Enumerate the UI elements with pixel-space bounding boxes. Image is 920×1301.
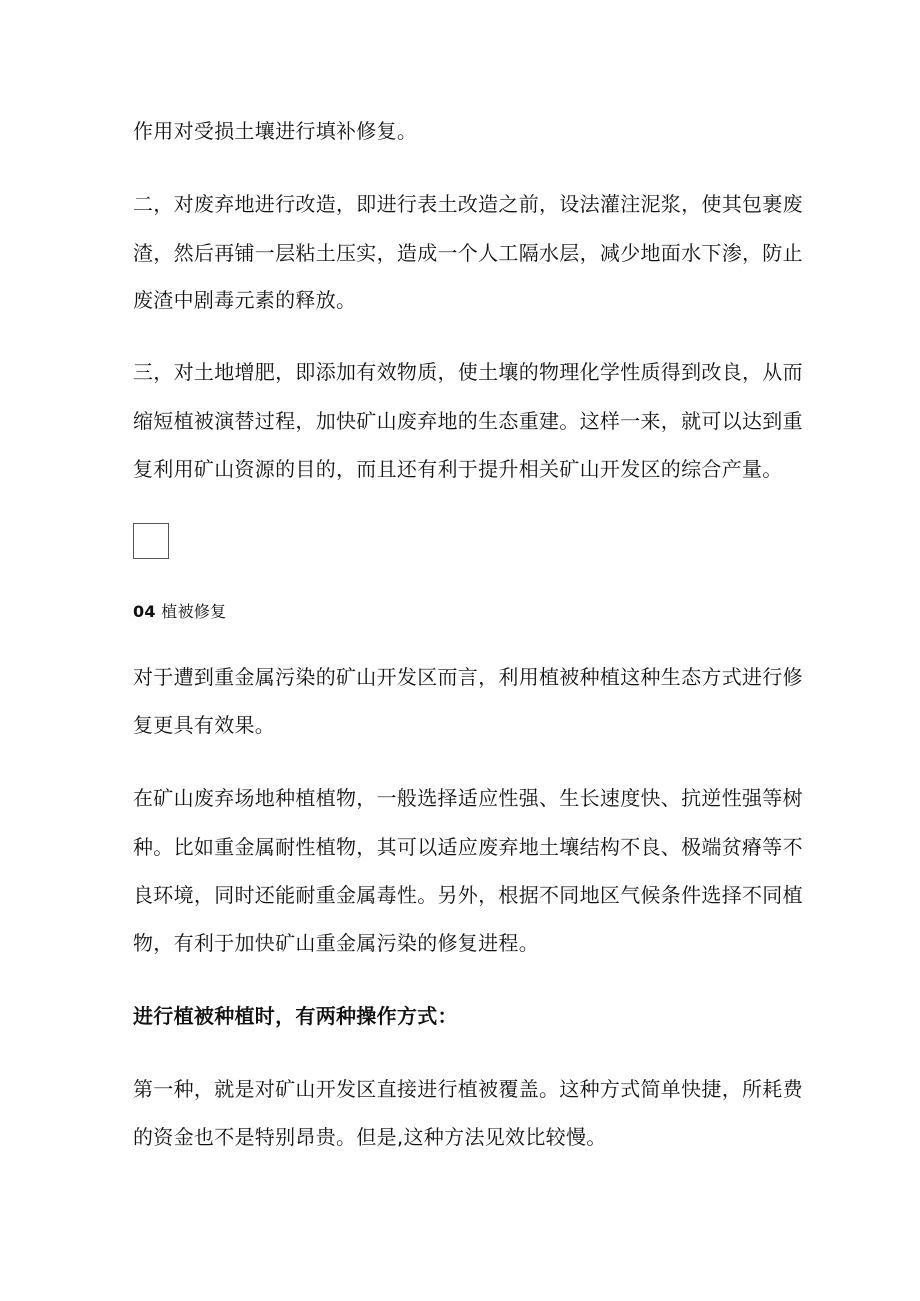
paragraph-5-line-3: 良环境，同时还能耐重金属毒性。另外，根据不同地区气候条件选择不同植: [133, 883, 803, 907]
paragraph-2-line-1: 二，对废弃地进行改造，即进行表土改造之前，设法灌注泥浆，使其包裹废: [133, 192, 803, 216]
paragraph-3-line-1: 三，对土地增肥，即添加有效物质，使土壤的物理化学性质得到改良，从而: [133, 360, 803, 384]
paragraph-6-bold: 进行植被种植时，有两种操作方式：: [133, 1004, 458, 1028]
paragraph-2-line-2: 渣，然后再铺一层粘土压实，造成一个人工隔水层，减少地面水下渗，防止: [133, 241, 803, 265]
image-placeholder: [133, 523, 169, 559]
paragraph-4-line-1: 对于遭到重金属污染的矿山开发区而言，利用植被种植这种生态方式进行修: [133, 665, 803, 689]
section-number: 04: [133, 602, 156, 621]
paragraph-7-line-1: 第一种，就是对矿山开发区直接进行植被覆盖。这种方式简单快捷，所耗费: [133, 1077, 803, 1101]
section-title: 植被修复: [161, 602, 227, 621]
paragraph-5-line-1: 在矿山废弃场地种植植物，一般选择适应性强、生长速度快、抗逆性强等树: [133, 786, 803, 810]
section-heading: [133, 599, 226, 625]
paragraph-2-line-3: 废渣中剧毒元素的释放。: [133, 288, 357, 312]
paragraph-1-line-1: 作用对受损土壤进行填补修复。: [133, 119, 418, 143]
paragraph-3-line-3: 复利用矿山资源的目的，而且还有利于提升相关矿山开发区的综合产量。: [133, 457, 783, 481]
paragraph-4-line-2: 复更具有效果。: [133, 713, 276, 737]
paragraph-5-line-4: 物，有利于加快矿山重金属污染的修复进程。: [133, 931, 539, 955]
paragraph-7-line-2: 的资金也不是特别昂贵。但是,这种方法见效比较慢。: [133, 1125, 607, 1149]
paragraph-3-line-2: 缩短植被演替过程，加快矿山废弃地的生态重建。这样一来，就可以达到重: [133, 409, 803, 433]
paragraph-5-line-2: 种。比如重金属耐性植物，其可以适应废弃地土壤结构不良、极端贫瘠等不: [133, 835, 803, 859]
